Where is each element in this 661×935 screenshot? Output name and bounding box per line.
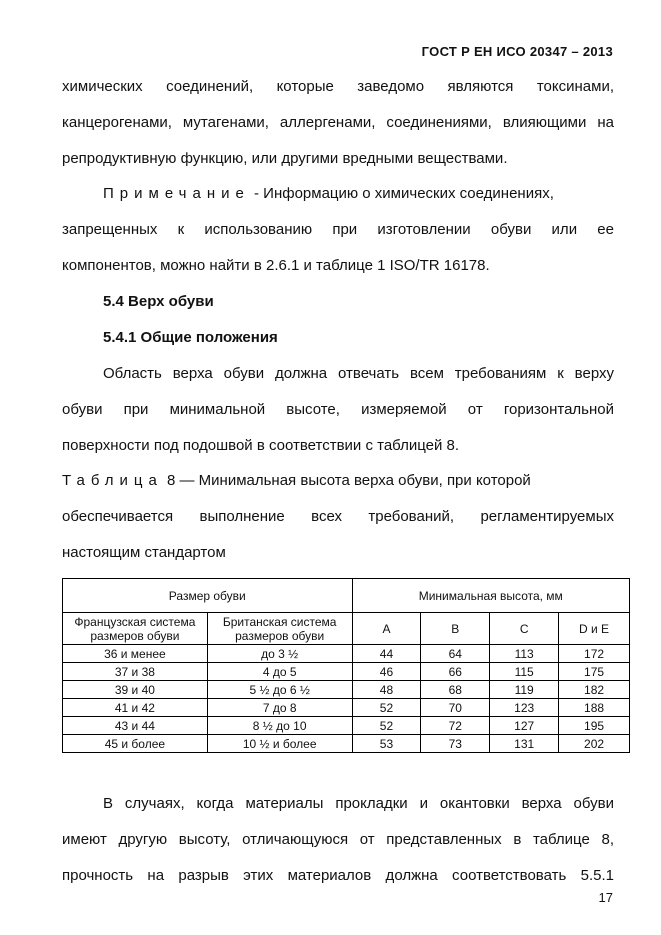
- table-cell: 131: [490, 735, 559, 753]
- table-row: [63, 681, 630, 699]
- table-column-header: Британская система размеров обуви: [207, 613, 352, 645]
- table-cell: 64: [421, 645, 490, 663]
- table-cell: 43 и 44: [63, 717, 208, 735]
- table-column-header: Французская система размеров обуви: [63, 613, 208, 645]
- height-table: [62, 578, 630, 753]
- table-cell: 53: [352, 735, 421, 753]
- text-line: репродуктивную функцию, или другими вредными веществами.: [62, 150, 508, 167]
- table-cell: 52: [352, 717, 421, 735]
- table-cell: 172: [559, 645, 630, 663]
- table-cell: до 3 ½: [207, 645, 352, 663]
- table-row: [63, 645, 630, 663]
- table-cell: 48: [352, 681, 421, 699]
- section-heading: 5.4 Верх обуви: [103, 293, 214, 310]
- table-cell: 123: [490, 699, 559, 717]
- table-cell: 68: [421, 681, 490, 699]
- table-cell: 7 до 8: [207, 699, 352, 717]
- text-line: компонентов, можно найти в 2.6.1 и таблице 1 ISO/TR 16178.: [62, 257, 490, 274]
- table-cell: 66: [421, 663, 490, 681]
- table-cell: 46: [352, 663, 421, 681]
- table-cell: 41 и 42: [63, 699, 208, 717]
- subsection-heading: 5.4.1 Общие положения: [103, 329, 278, 346]
- table-cell: 113: [490, 645, 559, 663]
- table-cell: 188: [559, 699, 630, 717]
- table-group-header: Размер обуви: [63, 579, 353, 613]
- table-cell: 72: [421, 717, 490, 735]
- table-cell: 73: [421, 735, 490, 753]
- note-text: - Информацию о химических соединениях,: [254, 185, 554, 202]
- text-line: канцерогенами, мутагенами, аллергенами, соединениями, влияющими на: [62, 114, 614, 131]
- table-row: [63, 699, 630, 717]
- text-line: запрещенных к использованию при изготовлении обуви или ее: [62, 221, 614, 238]
- table-column-header: A: [352, 613, 421, 645]
- text-line-content: В случаях, когда материалы прокладки и окантовки верха обуви: [103, 795, 614, 812]
- table-group-header: Минимальная высота, мм: [352, 579, 629, 613]
- table-cell: 175: [559, 663, 630, 681]
- document-header: ГОСТ Р ЕН ИСО 20347 – 2013: [421, 44, 613, 59]
- table-caption: [62, 472, 614, 489]
- table-cell: 44: [352, 645, 421, 663]
- table-row: [63, 663, 630, 681]
- text-line: химических соединений, которые заведомо являются токсинами,: [62, 78, 614, 95]
- table-cell: 115: [490, 663, 559, 681]
- table-cell: 127: [490, 717, 559, 735]
- table-cell: 10 ½ и более: [207, 735, 352, 753]
- table-cell: 195: [559, 717, 630, 735]
- table-cell: 70: [421, 699, 490, 717]
- table-cell: 182: [559, 681, 630, 699]
- table-cell: 5 ½ до 6 ½: [207, 681, 352, 699]
- note-line: [103, 185, 614, 202]
- table-cell: 8 ½ до 10: [207, 717, 352, 735]
- table-cell: 36 и менее: [63, 645, 208, 663]
- text-line: имеют другую высоту, отличающуюся от представленных в таблице 8,: [62, 831, 614, 848]
- table-cell: 202: [559, 735, 630, 753]
- table-row: [63, 735, 630, 753]
- table-column-header: C: [490, 613, 559, 645]
- table-cell: 39 и 40: [63, 681, 208, 699]
- page-number: 17: [598, 890, 613, 905]
- text-line: прочность на разрыв этих материалов должна соответствовать 5.5.1: [62, 867, 614, 884]
- text-line: обеспечивается выполнение всех требований, регламентируемых: [62, 508, 614, 525]
- table-caption-label: Таблица: [62, 472, 163, 489]
- table-column-header: D и E: [559, 613, 630, 645]
- text-line: обуви при минимальной высоте, измеряемой от горизонтальной: [62, 401, 614, 418]
- text-line: настоящим стандартом: [62, 544, 226, 561]
- table-caption-text: 8 — Минимальная высота верха обуви, при которой: [167, 472, 531, 489]
- text-line: Область верха обуви должна отвечать всем требованиям к верху: [103, 365, 614, 382]
- text-line: поверхности под подошвой в соответствии с таблицей 8.: [62, 437, 460, 454]
- table-cell: 119: [490, 681, 559, 699]
- text-line: [103, 795, 614, 812]
- note-label: Примечание: [103, 185, 250, 202]
- table-cell: 37 и 38: [63, 663, 208, 681]
- table-cell: 4 до 5: [207, 663, 352, 681]
- table-cell: 52: [352, 699, 421, 717]
- table-column-header: B: [421, 613, 490, 645]
- table-cell: 45 и более: [63, 735, 208, 753]
- table-row: [63, 717, 630, 735]
